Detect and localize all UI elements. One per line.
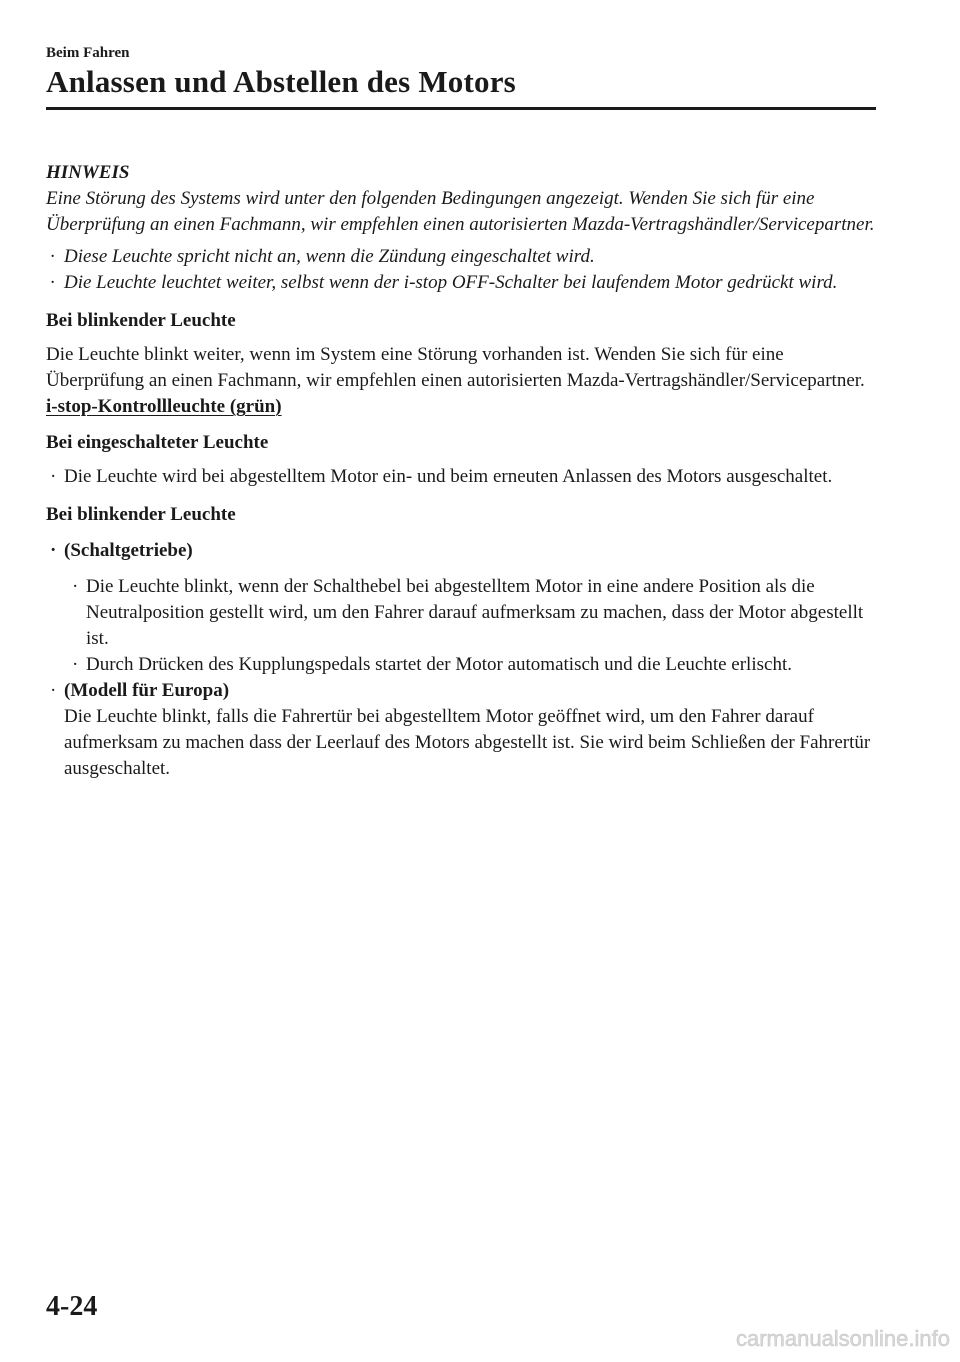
note-list <box>46 244 878 296</box>
section-label: Beim Fahren <box>46 45 130 61</box>
list-item <box>46 678 878 782</box>
page-title: Anlassen und Abstellen des Motors <box>46 64 516 99</box>
on-heading: Bei eingeschalteter Leuchte <box>46 432 269 453</box>
svg-text:carmanualsonline.info: carmanualsonline.info <box>735 1326 950 1351</box>
bullet-icon: · <box>50 680 57 701</box>
blinking-heading: Bei blinkender Leuchte <box>46 310 236 331</box>
list-item: · Durch Drücken des Kupplungspedals startet der Motor automatisch und die Leuchte erlischt. <box>46 652 878 678</box>
list-item: · Die Leuchte leuchtet weiter, selbst wenn der i-stop OFF-Schalter bei laufendem Motor gedrückt wird. <box>46 270 878 296</box>
list-item: · Die Leuchte blinkt, wenn der Schalthebel bei abgestelltem Motor in eine andere Position als die Neutralposition gestellt wird, um den Fahrer darauf aufmerksam zu machen, dass der Motor abgestellt ist. <box>72 576 864 649</box>
list-item <box>46 538 878 564</box>
bullet-icon: · <box>72 654 79 675</box>
bullet-icon: · <box>72 576 79 597</box>
bullet-icon: · <box>50 466 57 487</box>
bullet-icon: · <box>50 246 55 267</box>
page-body <box>46 160 878 782</box>
indicator-heading: i-stop-Kontrollleuchte (grün) <box>46 396 282 417</box>
note-box <box>46 160 878 296</box>
bullet-icon: · <box>50 272 55 293</box>
europe-text: Die Leuchte blinkt, falls die Fahrertür bei abgestelltem Motor geöffnet wird, um den Fahrer darauf aufmerksam zu machen dass der Leerlauf des Motors abgestellt ist. Sie wird beim Schließen der Fahrertür ausgeschaltet. <box>64 706 871 779</box>
list-item: · Diese Leuchte spricht nicht an, wenn die Zündung eingeschaltet wird. <box>46 244 878 270</box>
list-item: · Die Leuchte wird bei abgestelltem Motor ein- und beim erneuten Anlassen des Motors ausgeschaltet. <box>46 464 878 490</box>
blink-heading: Bei blinkender Leuchte <box>46 504 236 525</box>
blinking-text: Die Leuchte blinkt weiter, wenn im System eine Störung vorhanden ist. Wenden Sie sich für eine Überprüfung an einen Fachmann, wir empfehlen einen autorisierten Mazda-Vertragshändler/Servicepartner. <box>46 344 865 391</box>
note-text: Eine Störung des Systems wird unter den folgenden Bedingungen angezeigt. Wenden Sie sich für eine Überprüfung an einen Fachmann, wir empfehlen einen autorisierten Mazda-Vertragshändler/Servicepartner. <box>46 188 875 235</box>
note-label: HINWEIS <box>46 162 130 183</box>
europe-label: (Modell für Europa) <box>64 680 230 701</box>
manual-label: (Schaltgetriebe) <box>64 540 193 561</box>
title-divider <box>46 107 876 110</box>
watermark-logo <box>680 1322 955 1354</box>
bullet-icon: · <box>50 540 57 561</box>
page-number: 4-24 <box>46 1291 98 1322</box>
